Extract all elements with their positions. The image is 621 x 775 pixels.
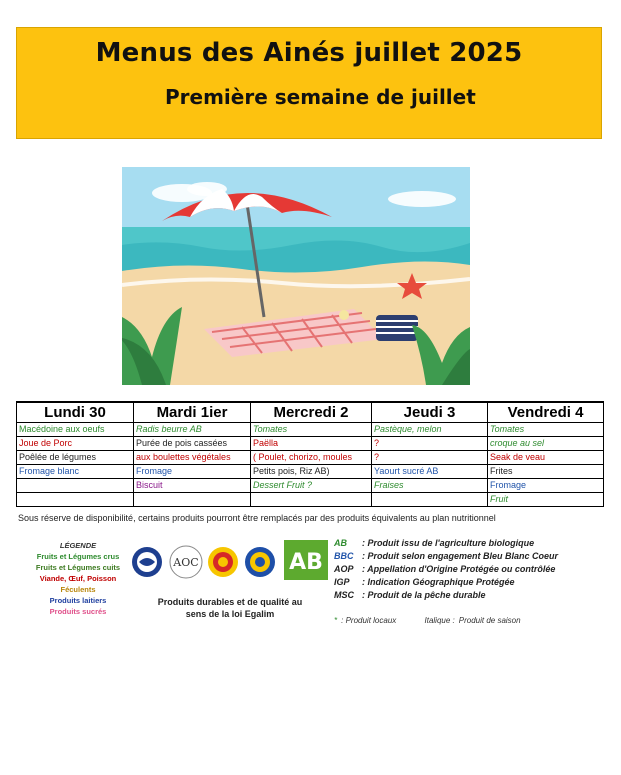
menu-cell bbox=[251, 493, 372, 507]
menu-item: Purée de pois cassées bbox=[136, 438, 228, 448]
menu-item: Joue de Porc bbox=[19, 438, 73, 448]
label-row bbox=[334, 563, 558, 576]
menu-item: Fromage blanc bbox=[19, 466, 80, 476]
menu-cell bbox=[17, 479, 134, 493]
table-row bbox=[17, 465, 604, 479]
menu-item: Frites bbox=[490, 466, 513, 476]
menu-cell bbox=[251, 465, 372, 479]
ab-logo-text: AB bbox=[289, 550, 323, 575]
label-code: MSC bbox=[334, 590, 354, 600]
disclaimer: Sous réserve de disponibilité, certains produits pourront être remplacés par des produits équivalents au plan nutritionnel bbox=[18, 513, 496, 523]
legend-item: Viande, Œuf, Poisson bbox=[39, 574, 117, 583]
day-header: Mardi 1ier bbox=[134, 402, 251, 423]
menu-item: croque au sel bbox=[490, 438, 545, 448]
page-subtitle: Première semaine de juillet bbox=[165, 85, 476, 109]
menu-cell bbox=[372, 479, 488, 493]
menu-cell bbox=[488, 437, 604, 451]
label-row bbox=[334, 576, 558, 589]
table-row bbox=[17, 493, 604, 507]
menu-cell bbox=[134, 465, 251, 479]
table-row bbox=[17, 423, 604, 437]
notes bbox=[334, 616, 525, 625]
menu-item: ? bbox=[374, 452, 380, 462]
menu-cell bbox=[488, 423, 604, 437]
menu-item: Radis beurre AB bbox=[136, 424, 202, 434]
menu-cell bbox=[372, 493, 488, 507]
menu-item: Fromage bbox=[136, 466, 173, 476]
day-header: Vendredi 4 bbox=[488, 402, 604, 423]
menu-item: Macédoine aux oeufs bbox=[19, 424, 105, 434]
table-row bbox=[17, 479, 604, 493]
menu-cell bbox=[372, 423, 488, 437]
menu-item: Poêlée de légumes bbox=[19, 452, 97, 462]
menu-item: Yaourt sucré AB bbox=[374, 466, 439, 476]
menu-cell bbox=[17, 465, 134, 479]
legend-item: Produits sucrés bbox=[49, 607, 107, 616]
menu-cell bbox=[372, 437, 488, 451]
menu-item: Fruit bbox=[490, 494, 508, 504]
menu-cell bbox=[134, 479, 251, 493]
aop-logo bbox=[208, 547, 238, 577]
menu-cell bbox=[17, 493, 134, 507]
aoc-logo-text: AOC bbox=[173, 556, 199, 569]
table-row bbox=[17, 451, 604, 465]
menu-table bbox=[16, 401, 604, 507]
label-code: IGP bbox=[334, 577, 350, 587]
menu-cell bbox=[372, 451, 488, 465]
quality-labels bbox=[334, 537, 558, 602]
legend-item: Fruits et Légumes cuits bbox=[35, 563, 121, 572]
label-code: BBC bbox=[334, 551, 354, 561]
menu-item: Petits pois, Riz AB) bbox=[253, 466, 330, 476]
label-row bbox=[334, 537, 558, 550]
bleu-blanc-coeur-logo bbox=[132, 547, 162, 577]
igp-logo bbox=[245, 547, 275, 577]
menu-cell bbox=[17, 451, 134, 465]
ab-logo bbox=[284, 540, 328, 580]
menu-item: Fraises bbox=[374, 480, 404, 490]
menu-item: Biscuit bbox=[136, 480, 163, 490]
legend-item: Fruits et Légumes crus bbox=[36, 552, 120, 561]
table-row bbox=[17, 437, 604, 451]
menu-item: ( Poulet, chorizo, moules bbox=[253, 452, 353, 462]
menu-item: Fromage bbox=[490, 480, 527, 490]
menu-item: Tomates bbox=[253, 424, 288, 434]
menu-cell bbox=[372, 465, 488, 479]
menu-cell bbox=[488, 465, 604, 479]
menu-cell bbox=[251, 423, 372, 437]
food-legend bbox=[28, 540, 128, 617]
season-text: Produit de saison bbox=[458, 616, 521, 625]
aoc-logo bbox=[170, 546, 202, 578]
day-header: Mercredi 2 bbox=[251, 402, 372, 423]
label-text: : Produit selon engagement Bleu Blanc Coeur bbox=[362, 551, 559, 561]
menu-item: aux boulettes végétales bbox=[136, 452, 231, 462]
label-row bbox=[334, 589, 558, 602]
menu-item: Pastèque, melon bbox=[374, 424, 442, 434]
label-text: : Indication Géographique Protégée bbox=[362, 577, 515, 587]
legend-item: Féculents bbox=[60, 585, 96, 594]
menu-item: ? bbox=[374, 438, 380, 448]
label-row bbox=[334, 550, 558, 563]
menu-cell bbox=[251, 437, 372, 451]
day-header: Lundi 30 bbox=[17, 402, 134, 423]
label-text: : Produit issu de l'agriculture biologique bbox=[362, 538, 535, 548]
legend-item: Produits laitiers bbox=[49, 596, 107, 605]
menu-cell bbox=[251, 479, 372, 493]
menu-cell bbox=[488, 493, 604, 507]
page-title: Menus des Ainés juillet 2025 bbox=[95, 38, 523, 68]
table-header-row bbox=[17, 402, 604, 423]
menu-cell bbox=[17, 437, 134, 451]
menu-cell bbox=[488, 451, 604, 465]
egalim-caption: Produits durables et de qualité au sens de la loi Egalim bbox=[157, 597, 303, 619]
menu-cell bbox=[134, 437, 251, 451]
menu-cell bbox=[17, 423, 134, 437]
menu-item: Seak de veau bbox=[490, 452, 546, 462]
legend-title: LÉGENDE bbox=[59, 541, 97, 550]
menu-cell bbox=[134, 451, 251, 465]
beach-illustration bbox=[122, 167, 470, 385]
header-banner bbox=[16, 27, 602, 139]
season-mark: Italique : bbox=[424, 616, 455, 625]
menu-cell bbox=[134, 493, 251, 507]
label-code: AOP bbox=[334, 564, 354, 574]
menu-cell bbox=[134, 423, 251, 437]
local-mark: * bbox=[334, 616, 338, 625]
local-text: : Produit locaux bbox=[341, 616, 397, 625]
label-code: AB bbox=[334, 538, 347, 548]
menu-item: Tomates bbox=[490, 424, 525, 434]
label-text: : Appellation d'Origine Protégée ou contrôlée bbox=[362, 564, 556, 574]
menu-item: Paëlla bbox=[253, 438, 279, 448]
menu-cell bbox=[251, 451, 372, 465]
quality-logos bbox=[130, 540, 330, 584]
label-text: : Produit de la pêche durable bbox=[362, 590, 486, 600]
menu-item: Dessert Fruit ? bbox=[253, 480, 313, 490]
menu-cell bbox=[488, 479, 604, 493]
day-header: Jeudi 3 bbox=[372, 402, 488, 423]
